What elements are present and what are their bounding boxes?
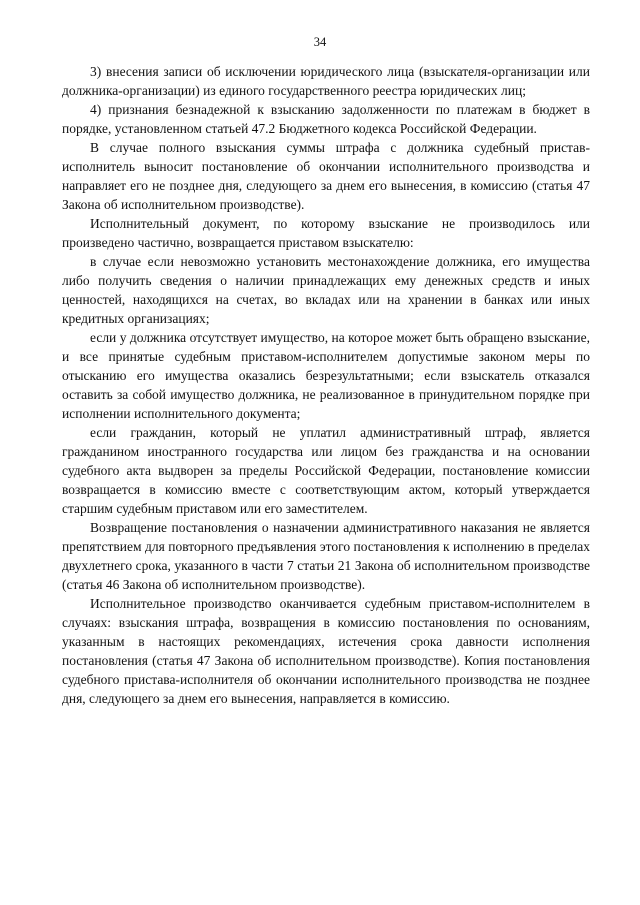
paragraph: 4) признания безнадежной к взысканию задолженности по платежам в бюджет в порядке, установленном статьей 47.2 Бюджетного кодекса Российской Федерации.	[62, 102, 590, 136]
document-body	[62, 62, 590, 708]
paragraph: 3) внесения записи об исключении юридического лица (взыскателя-организации или должника-организации) из единого государственного реестра юридических лиц;	[62, 64, 590, 98]
paragraph: Исполнительный документ, по которому взыскание не производилось или произведено частично, возвращается приставом взыскателю:	[62, 216, 590, 250]
paragraph: если гражданин, который не уплатил административный штраф, является гражданином иностранного государства или лицом без гражданства и на основании судебного акта выдворен за пределы Российской Федерации, постановление комиссии возвращается в комиссию вместе с соответствующим актом, который утверждается старшим судебным приставом или его заместителем.	[62, 425, 590, 516]
paragraph: Исполнительное производство оканчивается судебным приставом-исполнителем в случаях: взыскания штрафа, возвращения в комиссию постановления по основаниям, указанным в настоящих рекомендациях, истечения срока давности исполнения постановления (статья 47 Закона об исполнительном производстве). Копия постановления судебного пристава-исполнителя об окончании исполнительного производства не позднее дня, следующего за днем его вынесения, направляется в комиссию.	[62, 596, 590, 706]
paragraph: если у должника отсутствует имущество, на которое может быть обращено взыскание, и все принятые судебным приставом-исполнителем допустимые законом меры по отысканию его имущества оказались безрезультатными; если взыскатель отказался оставить за собой имущество должника, не реализованное в принудительном порядке при исполнении исполнительного документа;	[62, 330, 590, 421]
paragraph: В случае полного взыскания суммы штрафа с должника судебный пристав-исполнитель выносит постановление об окончании исполнительного производства и направляет его не позднее дня, следующего за днем его вынесения, в комиссию (статья 47 Закона об исполнительном производстве).	[62, 140, 590, 212]
paragraph: в случае если невозможно установить местонахождение должника, его имущества либо получить сведения о наличии принадлежащих ему денежных средств и иных ценностей, находящихся на счетах, во вкладах или на хранении в банках или иных кредитных организациях;	[62, 254, 590, 326]
paragraph: Возвращение постановления о назначении административного наказания не является препятствием для повторного предъявления этого постановления к исполнению в пределах двухлетнего срока, указанного в части 7 статьи 21 Закона об исполнительном производстве (статья 46 Закона об исполнительном производстве).	[62, 520, 590, 592]
page-number: 34	[313, 35, 327, 49]
